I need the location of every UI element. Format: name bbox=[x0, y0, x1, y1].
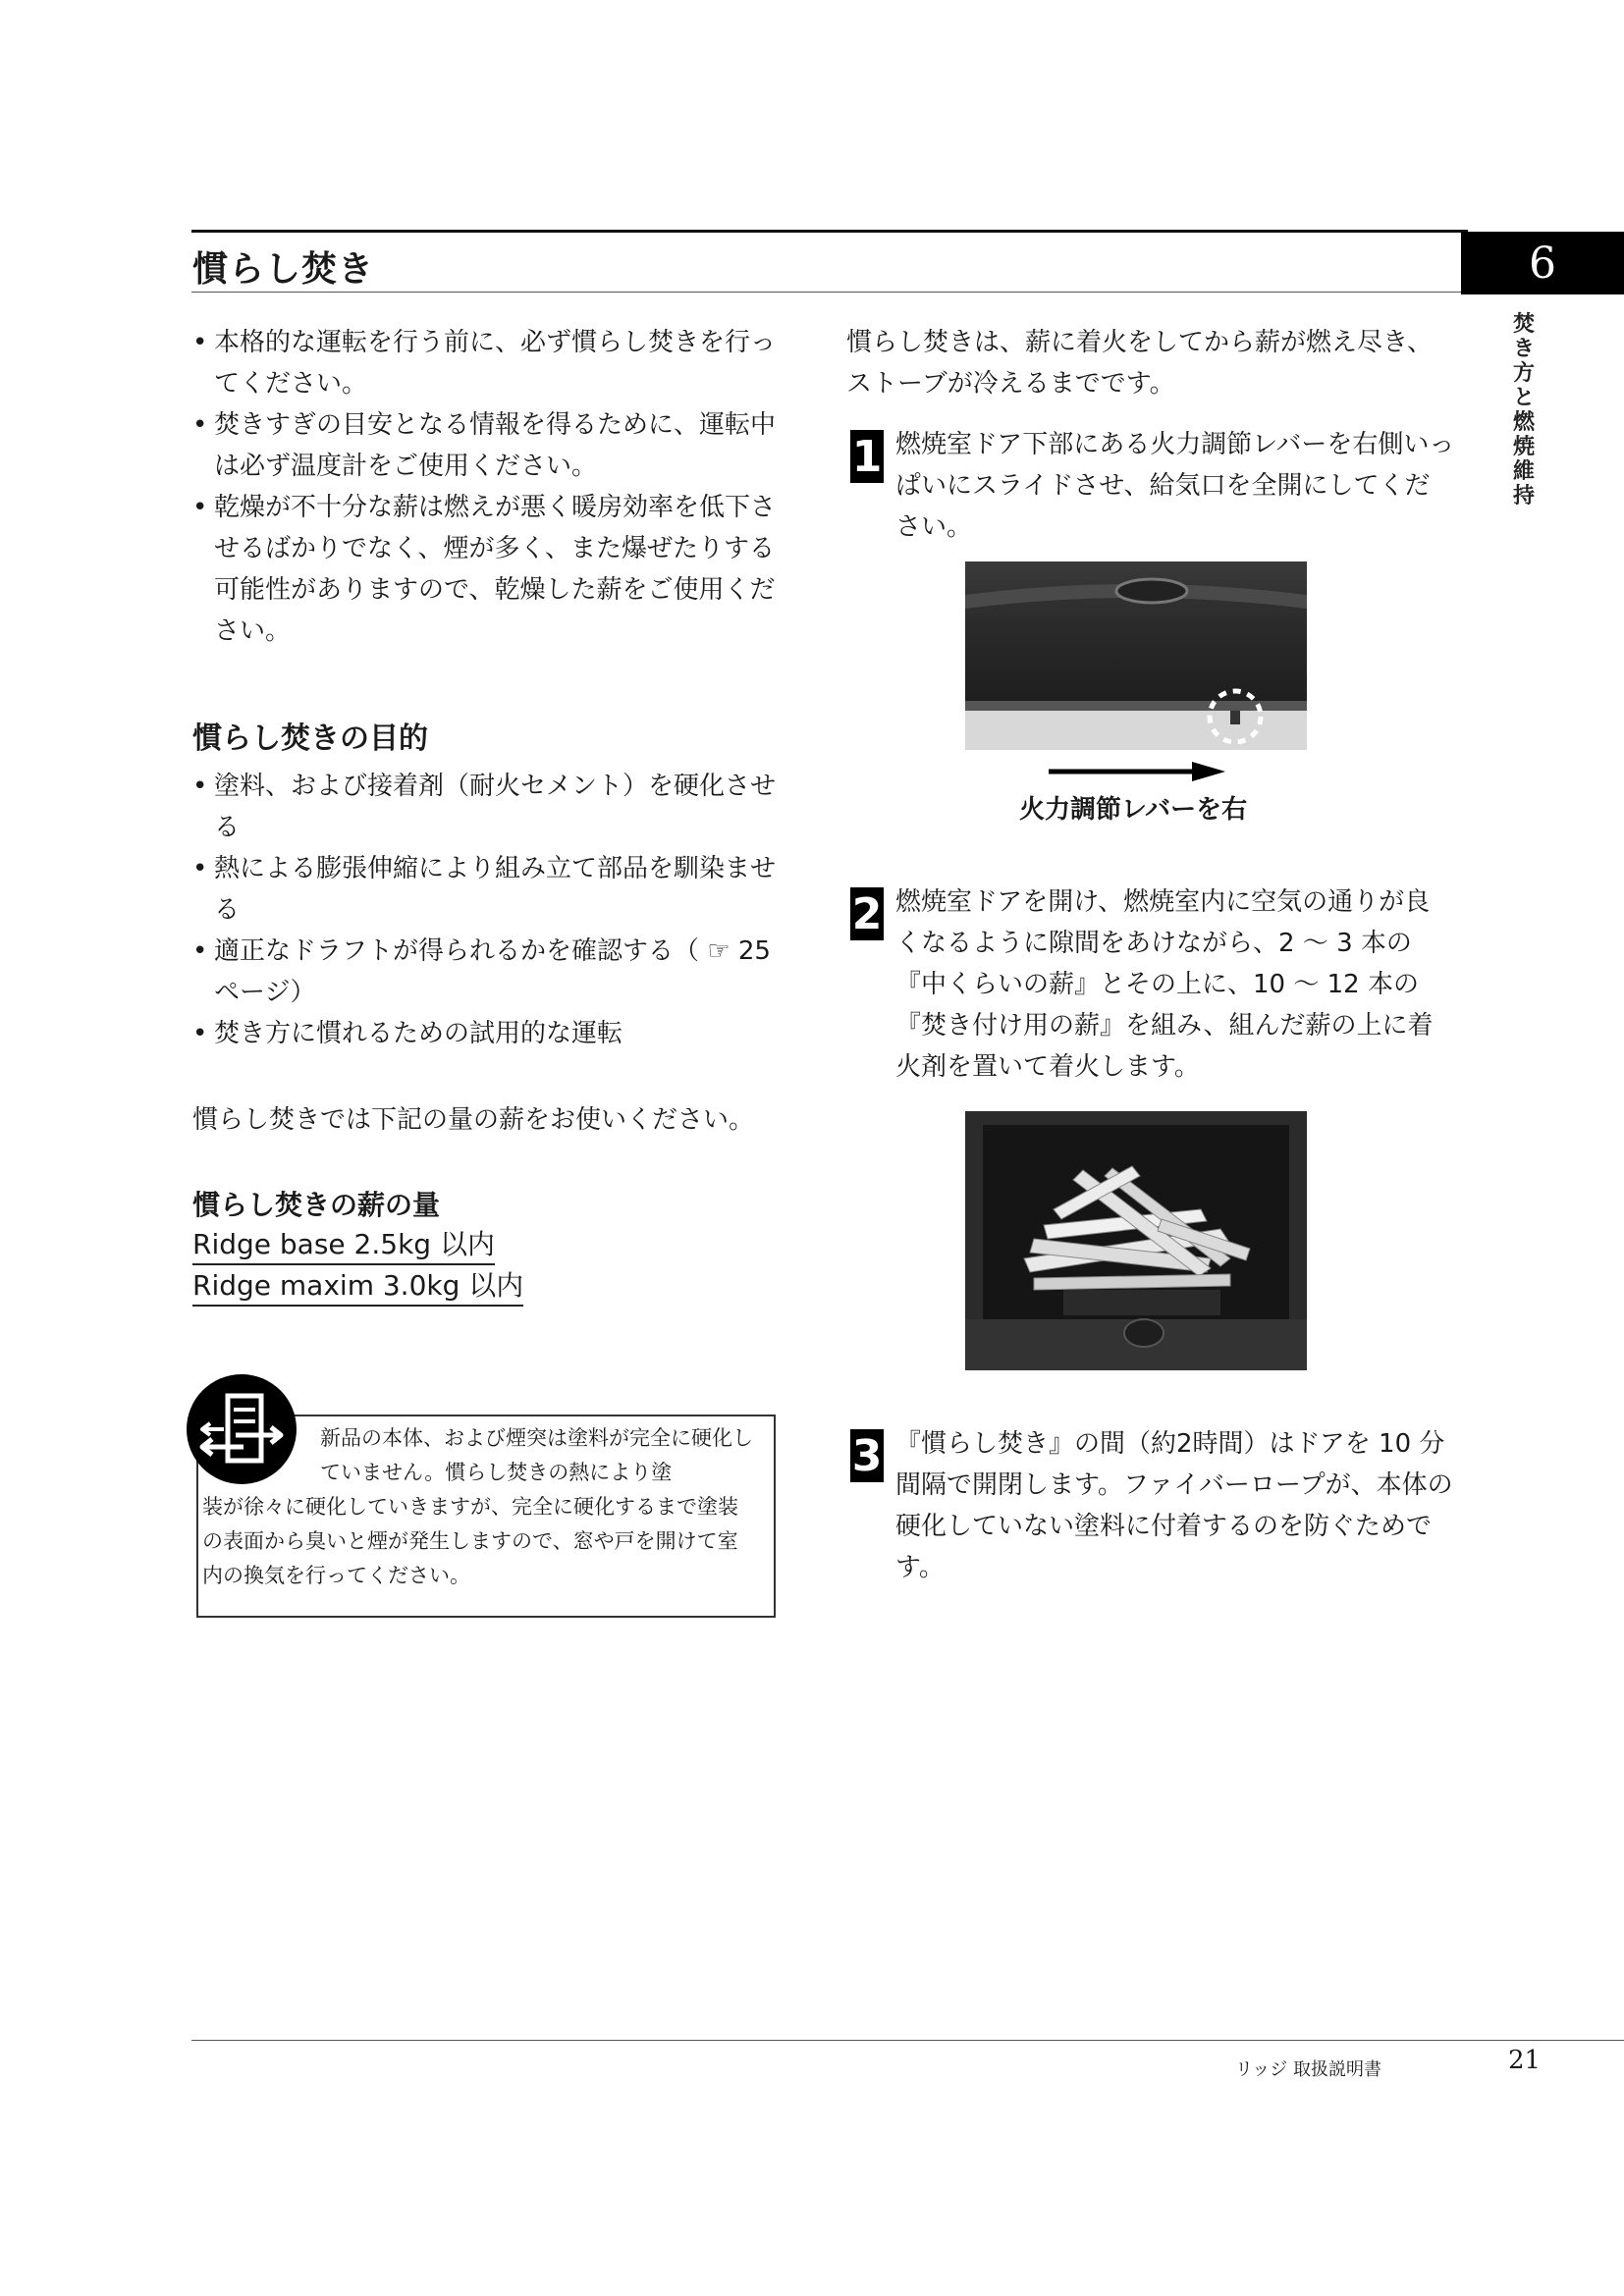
amount-ridge-base: Ridge base 2.5kg 以内 bbox=[192, 1227, 495, 1265]
amount-heading: 慣らし焚きの薪の量 bbox=[192, 1189, 441, 1221]
list-item: • 塗料、および接着剤（耐火セメント）を硬化させる bbox=[192, 766, 782, 848]
side-tab-char: き bbox=[1512, 336, 1535, 361]
purpose-heading: 慣らし焚きの目的 bbox=[192, 721, 428, 756]
step-text: 『慣らし焚き』の間（約2時間）はドアを 10 分間隔で開閉します。ファイバーロープが、本体の硬化していない塗料に付着するのを防ぐためです。 bbox=[895, 1429, 1453, 1582]
side-tab-char: 持 bbox=[1512, 483, 1535, 508]
side-tab-char: 焼 bbox=[1512, 434, 1535, 459]
section-title: 慣らし焚き bbox=[192, 249, 375, 290]
firewood-stack-photo bbox=[965, 1111, 1307, 1370]
chapter-side-tab bbox=[1507, 312, 1541, 508]
caution-text-rest: 装が徐々に硬化していきますが、完全に硬化するまで塗装の表面から臭いと煙が発生しますので、窓や戸を開けて室内の換気を行ってください。 bbox=[202, 1495, 738, 1587]
side-tab-char: 維 bbox=[1512, 458, 1535, 484]
list-item: • 本格的な運転を行う前に、必ず慣らし焚きを行ってください。 bbox=[192, 322, 782, 404]
step-text: 燃焼室ドアを開け、燃焼室内に空気の通りが良くなるように隙間をあけながら、2 〜 3 本の『中くらいの薪』とその上に、10 〜 12 本の『焚き付け用の薪』を組み、組んだ薪の上に着火剤を置いて着火します。 bbox=[895, 887, 1434, 1082]
footer-rule bbox=[191, 2040, 1624, 2041]
step-number: 3 bbox=[851, 1430, 883, 1481]
step-number: 1 bbox=[851, 431, 883, 482]
caution-box-top-rule bbox=[293, 1415, 774, 1416]
step-number: 2 bbox=[851, 888, 883, 939]
chapter-number: 6 bbox=[1461, 232, 1624, 294]
arrow-right-icon bbox=[1049, 760, 1225, 783]
side-tab-char: 焚 bbox=[1512, 311, 1535, 337]
intro-bullet-list bbox=[192, 322, 782, 652]
list-item: • 熱による膨張伸縮により組み立て部品を馴染ませる bbox=[192, 848, 782, 931]
list-item: • 焚きすぎの目安となる情報を得るために、運転中は必ず温度計をご使用ください。 bbox=[192, 404, 782, 487]
header-rule bbox=[191, 230, 1468, 233]
caution-text-first: 新品の本体、および煙突は塗料が完全に硬化していません。慣らし焚きの熱により塗 bbox=[320, 1426, 753, 1484]
page-number: 21 bbox=[1508, 2046, 1542, 2075]
step-text: 燃焼室ドア下部にある火力調節レバーを右側いっぱいにスライドさせ、給気口を全開にしてください。 bbox=[895, 430, 1455, 542]
caution-text bbox=[202, 1421, 758, 1593]
header-sub-rule bbox=[191, 292, 1468, 293]
amount-ridge-maxim: Ridge maxim 3.0kg 以内 bbox=[192, 1268, 523, 1307]
side-tab-char: 方 bbox=[1512, 360, 1535, 386]
arrow-caption: 火力調節レバーを右 bbox=[1019, 795, 1248, 825]
usage-text: 慣らし焚きでは下記の量の薪をお使いください。 bbox=[192, 1105, 755, 1135]
list-item: • 適正なドラフトが得られるかを確認する（ ☞ 25 ページ） bbox=[192, 931, 782, 1013]
intro-text: 慣らし焚きは、薪に着火をしてから薪が燃え尽き、ストーブが冷えるまでです。 bbox=[846, 328, 1433, 399]
purpose-bullet-list bbox=[192, 766, 782, 1054]
list-item: • 乾燥が不十分な薪は燃えが悪く暖房効率を低下させるばかりでなく、煙が多く、また爆ぜたりする可能性がありますので、乾燥した薪をご使用ください。 bbox=[192, 487, 782, 652]
list-item: • 焚き方に慣れるための試用的な運転 bbox=[192, 1013, 782, 1054]
side-tab-char: と bbox=[1512, 385, 1535, 410]
side-tab-char: 燃 bbox=[1512, 409, 1535, 435]
footer-doc-title: リッジ 取扱説明書 bbox=[1235, 2059, 1382, 2080]
air-lever-photo bbox=[965, 561, 1307, 750]
